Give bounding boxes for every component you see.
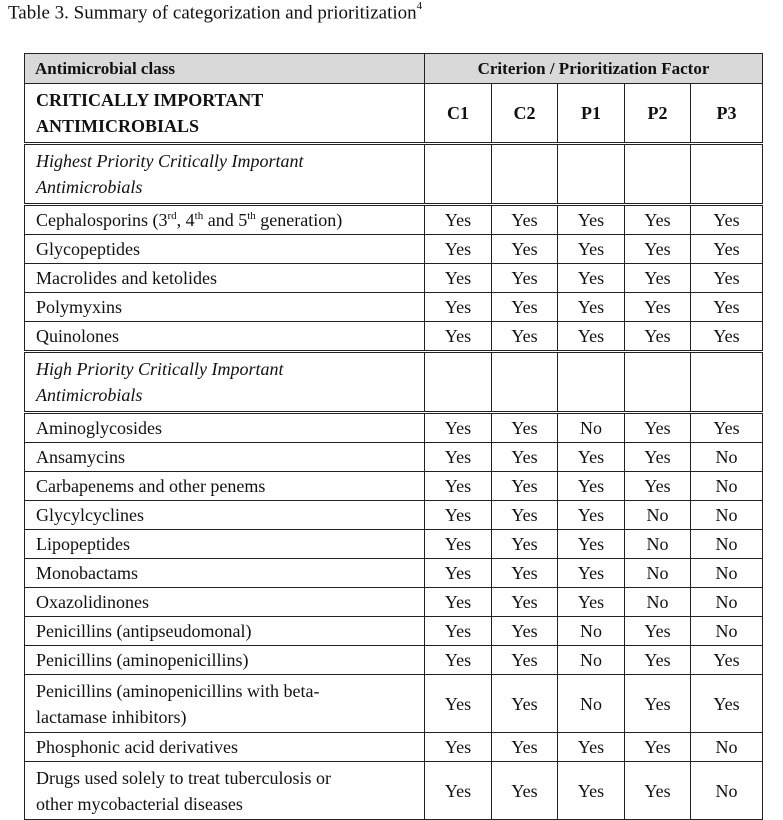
antimicrobial-name: Phosphonic acid derivatives: [25, 733, 425, 762]
value-cell: Yes: [492, 733, 558, 762]
table-row: [25, 588, 763, 617]
empty-cell: [558, 352, 625, 413]
value-cell: No: [558, 617, 625, 646]
value-cell: No: [691, 472, 763, 501]
table-row: [25, 472, 763, 501]
table-caption: [8, 2, 422, 24]
value-cell: Yes: [625, 617, 691, 646]
table-row: [25, 733, 763, 762]
header-criterion-label: Criterion / Prioritization Factor: [425, 54, 763, 84]
value-cell: Yes: [691, 322, 763, 352]
empty-cell: [425, 352, 492, 413]
code-p1: P1: [558, 84, 625, 144]
caption-text: Table 3. Summary of categorization and prioritization: [8, 2, 417, 24]
value-cell: Yes: [691, 235, 763, 264]
empty-cell: [492, 144, 558, 205]
name-line2: lactamase inhibitors): [36, 706, 187, 727]
group-title-line2: Antimicrobials: [36, 385, 143, 405]
value-cell: Yes: [558, 293, 625, 322]
value-cell: Yes: [625, 235, 691, 264]
value-cell: Yes: [625, 472, 691, 501]
table-row: [25, 322, 763, 352]
value-cell: Yes: [558, 501, 625, 530]
ordinal-suffix: th: [194, 210, 204, 222]
table-row: [25, 559, 763, 588]
value-cell: Yes: [425, 472, 492, 501]
table-row: [25, 293, 763, 322]
antimicrobial-name: Oxazolidinones: [25, 588, 425, 617]
value-cell: Yes: [492, 559, 558, 588]
value-cell: Yes: [425, 264, 492, 293]
value-cell: Yes: [625, 322, 691, 352]
name-line1: Drugs used solely to treat tuberculosis or: [36, 767, 331, 788]
value-cell: Yes: [625, 264, 691, 293]
code-c1: C1: [425, 84, 492, 144]
value-cell: Yes: [425, 675, 492, 733]
value-cell: Yes: [492, 588, 558, 617]
ordinal-suffix: th: [247, 210, 256, 222]
value-cell: Yes: [425, 413, 492, 443]
value-cell: Yes: [425, 617, 492, 646]
table-row: [25, 617, 763, 646]
value-cell: Yes: [492, 617, 558, 646]
value-cell: Yes: [425, 205, 492, 235]
subheader-label: [25, 84, 425, 144]
header-row: [25, 54, 763, 84]
value-cell: Yes: [492, 235, 558, 264]
value-cell: No: [625, 559, 691, 588]
value-cell: Yes: [425, 646, 492, 675]
empty-cell: [425, 144, 492, 205]
value-cell: No: [558, 675, 625, 733]
empty-cell: [691, 144, 763, 205]
group-title-line1: High Priority Critically Important: [36, 359, 284, 379]
value-cell: No: [625, 588, 691, 617]
antimicrobial-name: [25, 205, 425, 235]
value-cell: Yes: [558, 264, 625, 293]
value-cell: Yes: [625, 762, 691, 820]
value-cell: No: [691, 762, 763, 820]
antimicrobial-name: Carbapenems and other penems: [25, 472, 425, 501]
table-row: [25, 675, 763, 733]
antimicrobial-name: Monobactams: [25, 559, 425, 588]
value-cell: Yes: [492, 472, 558, 501]
summary-table: [24, 53, 763, 820]
table-row: [25, 762, 763, 820]
value-cell: Yes: [558, 559, 625, 588]
value-cell: No: [691, 530, 763, 559]
empty-cell: [625, 144, 691, 205]
value-cell: No: [691, 733, 763, 762]
name-part: generation): [255, 210, 343, 230]
antimicrobial-name: Polymyxins: [25, 293, 425, 322]
value-cell: Yes: [691, 675, 763, 733]
code-p2: P2: [625, 84, 691, 144]
antimicrobial-name: Glycylcyclines: [25, 501, 425, 530]
antimicrobial-name: Ansamycins: [25, 443, 425, 472]
value-cell: Yes: [691, 646, 763, 675]
table-row: [25, 205, 763, 235]
value-cell: Yes: [558, 588, 625, 617]
antimicrobial-name: Quinolones: [25, 322, 425, 352]
value-cell: Yes: [625, 443, 691, 472]
value-cell: Yes: [492, 443, 558, 472]
value-cell: Yes: [425, 322, 492, 352]
value-cell: No: [691, 588, 763, 617]
table-row: [25, 443, 763, 472]
value-cell: Yes: [691, 293, 763, 322]
name-part: Cephalosporins (3: [36, 210, 168, 230]
subheader-row: [25, 84, 763, 144]
group-title: [25, 352, 425, 413]
value-cell: Yes: [492, 322, 558, 352]
table-row: [25, 235, 763, 264]
value-cell: No: [691, 443, 763, 472]
code-c2: C2: [492, 84, 558, 144]
value-cell: No: [691, 559, 763, 588]
value-cell: Yes: [558, 205, 625, 235]
empty-cell: [558, 144, 625, 205]
caption-footnote-ref: 4: [416, 0, 423, 12]
value-cell: Yes: [492, 530, 558, 559]
group-header-row: [25, 352, 763, 413]
antimicrobial-name: Penicillins (aminopenicillins): [25, 646, 425, 675]
value-cell: Yes: [425, 443, 492, 472]
group-header-row: [25, 144, 763, 205]
value-cell: Yes: [425, 501, 492, 530]
name-line1: Penicillins (aminopenicillins with beta-: [36, 680, 320, 701]
value-cell: Yes: [425, 559, 492, 588]
value-cell: Yes: [425, 235, 492, 264]
name-line2: other mycobacterial diseases: [36, 793, 243, 814]
value-cell: Yes: [492, 264, 558, 293]
value-cell: Yes: [558, 530, 625, 559]
table-row: [25, 501, 763, 530]
antimicrobial-name: Glycopeptides: [25, 235, 425, 264]
empty-cell: [691, 352, 763, 413]
antimicrobial-name: Penicillins (antipseudomonal): [25, 617, 425, 646]
value-cell: Yes: [558, 443, 625, 472]
value-cell: Yes: [492, 413, 558, 443]
value-cell: Yes: [558, 322, 625, 352]
value-cell: Yes: [558, 472, 625, 501]
subheader-label-line2: ANTIMICROBIALS: [36, 116, 200, 136]
value-cell: Yes: [625, 733, 691, 762]
table-row: [25, 264, 763, 293]
value-cell: Yes: [492, 293, 558, 322]
value-cell: Yes: [558, 762, 625, 820]
antimicrobial-name: [25, 762, 425, 820]
empty-cell: [492, 352, 558, 413]
value-cell: Yes: [625, 675, 691, 733]
group-title: [25, 144, 425, 205]
empty-cell: [625, 352, 691, 413]
value-cell: Yes: [425, 293, 492, 322]
value-cell: Yes: [625, 646, 691, 675]
group-title-line1: Highest Priority Critically Important: [36, 151, 304, 171]
group-title-line2: Antimicrobials: [36, 177, 143, 197]
value-cell: No: [691, 501, 763, 530]
value-cell: Yes: [425, 530, 492, 559]
value-cell: Yes: [492, 675, 558, 733]
value-cell: Yes: [425, 588, 492, 617]
table-row: [25, 646, 763, 675]
value-cell: Yes: [625, 205, 691, 235]
value-cell: Yes: [492, 205, 558, 235]
value-cell: Yes: [425, 762, 492, 820]
value-cell: Yes: [691, 264, 763, 293]
table-row: [25, 530, 763, 559]
value-cell: No: [691, 617, 763, 646]
name-part: , 4: [176, 210, 195, 230]
value-cell: No: [625, 530, 691, 559]
ordinal-suffix: rd: [167, 210, 177, 222]
value-cell: Yes: [425, 733, 492, 762]
value-cell: No: [625, 501, 691, 530]
value-cell: Yes: [558, 235, 625, 264]
value-cell: Yes: [691, 205, 763, 235]
value-cell: Yes: [625, 413, 691, 443]
value-cell: Yes: [492, 646, 558, 675]
table-row: [25, 413, 763, 443]
value-cell: No: [558, 646, 625, 675]
value-cell: Yes: [691, 413, 763, 443]
header-class-label: Antimicrobial class: [25, 54, 425, 84]
value-cell: Yes: [492, 762, 558, 820]
antimicrobial-name: Macrolides and ketolides: [25, 264, 425, 293]
value-cell: No: [558, 413, 625, 443]
value-cell: Yes: [558, 733, 625, 762]
antimicrobial-name: Lipopeptides: [25, 530, 425, 559]
antimicrobial-name: [25, 675, 425, 733]
value-cell: Yes: [492, 501, 558, 530]
code-p3: P3: [691, 84, 763, 144]
value-cell: Yes: [625, 293, 691, 322]
subheader-label-line1: CRITICALLY IMPORTANT: [36, 90, 264, 110]
antimicrobial-name: Aminoglycosides: [25, 413, 425, 443]
name-part: and 5: [203, 210, 248, 230]
